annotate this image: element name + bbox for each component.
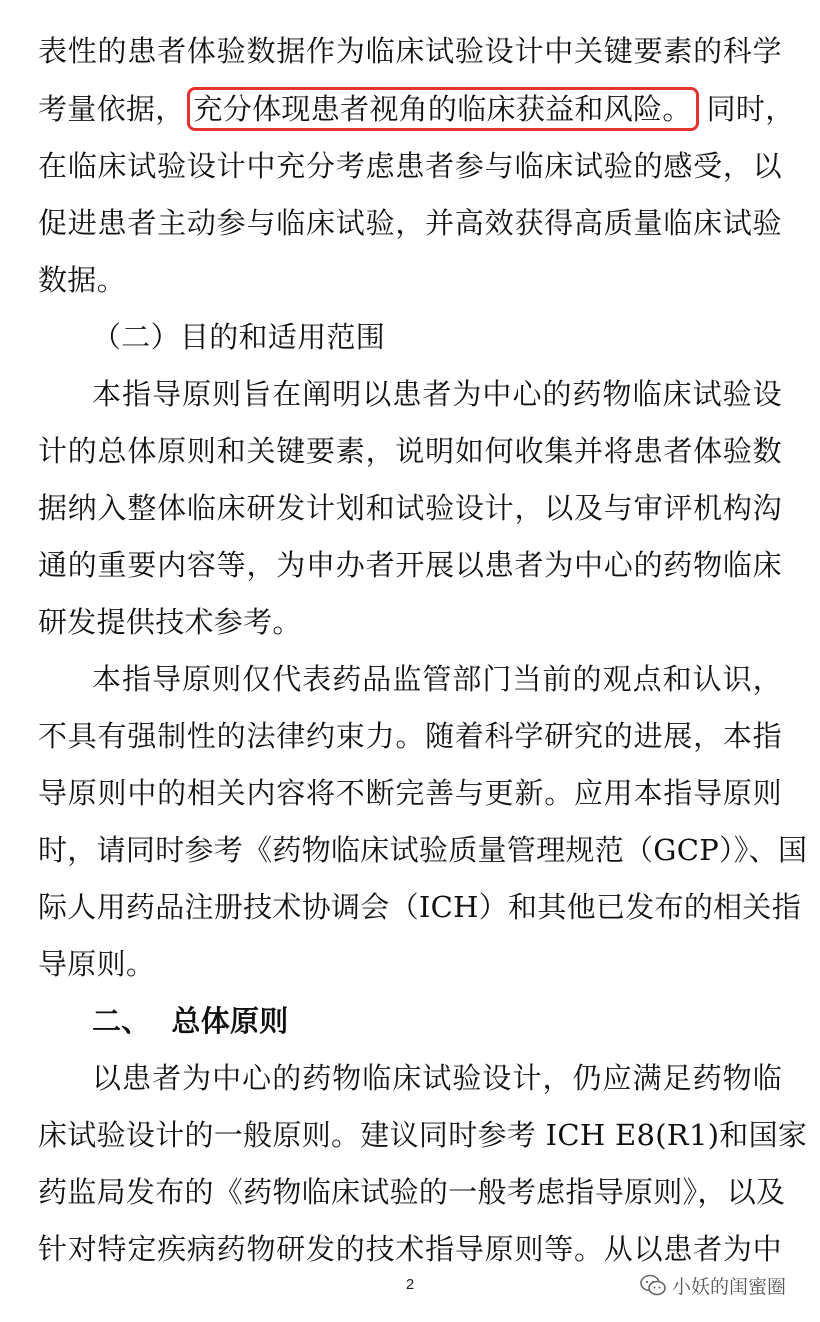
wechat-icon [640, 1274, 666, 1296]
paragraph-3-line-5: 际人用药品注册技术协调会（ICH）和其他已发布的相关指 [38, 890, 802, 924]
section-heading-purpose-scope: （二）目的和适用范围 [92, 320, 386, 354]
page-number: 2 [405, 1276, 415, 1293]
paragraph-4-line-1: 以患者为中心的药物临床试验设计，仍应满足药物临 [92, 1061, 782, 1095]
paragraph-3-line-2: 不具有强制性的法律约束力。随着科学研究的进展，本指 [38, 719, 782, 753]
paragraph-1-line-3: 在临床试验设计中充分考虑患者参与临床试验的感受，以 [38, 149, 782, 183]
paragraph-3-line-3: 导原则中的相关内容将不断完善与更新。应用本指导原则 [38, 776, 782, 810]
watermark-text: 小妖的闺蜜圈 [672, 1275, 787, 1298]
paragraph-1-line-1: 表性的患者体验数据作为临床试验设计中关键要素的科学 [38, 34, 782, 68]
paragraph-2-line-1: 本指导原则旨在阐明以患者为中心的药物临床试验设 [92, 377, 782, 411]
paragraph-3-line-4: 时，请同时参考《药物临床试验质量管理规范（GCP）》、国 [38, 833, 808, 867]
paragraph-4-line-3: 药监局发布的《药物临床试验的一般考虑指导原则》，以及 [38, 1175, 786, 1209]
paragraph-3-line-6: 导原则。 [38, 947, 156, 981]
paragraph-3-line-1: 本指导原则仅代表药品监管部门当前的观点和认识， [92, 662, 782, 696]
highlighted-text: 充分体现患者视角的临床获益和风险。 [187, 87, 699, 131]
section-heading-general-principles: 二、 总体原则 [92, 1004, 289, 1038]
paragraph-2-line-5: 研发提供技术参考。 [38, 605, 302, 639]
paragraph-1-line-2 [38, 89, 795, 129]
paragraph-2-line-3: 据纳入整体临床研发计划和试验设计，以及与审评机构沟 [38, 491, 782, 525]
paragraph-2-line-2: 计的总体原则和关键要素，说明如何收集并将患者体验数 [38, 434, 782, 468]
watermark [640, 1268, 786, 1302]
paragraph-4-line-4: 针对特定疾病药物研发的技术指导原则等。从以患者为中 [38, 1232, 782, 1266]
paragraph-1-line-2-suffix: 同时， [706, 92, 795, 126]
paragraph-1-line-5: 数据。 [38, 263, 126, 297]
paragraph-1-line-4: 促进患者主动参与临床试验，并高效获得高质量临床试验 [38, 206, 782, 240]
paragraph-2-line-4: 通的重要内容等，为申办者开展以患者为中心的药物临床 [38, 548, 782, 582]
paragraph-4-line-2: 床试验设计的一般原则。建议同时参考 ICH E8(R1)和国家 [38, 1118, 808, 1152]
paragraph-1-line-2-prefix: 考量依据， [38, 92, 185, 126]
